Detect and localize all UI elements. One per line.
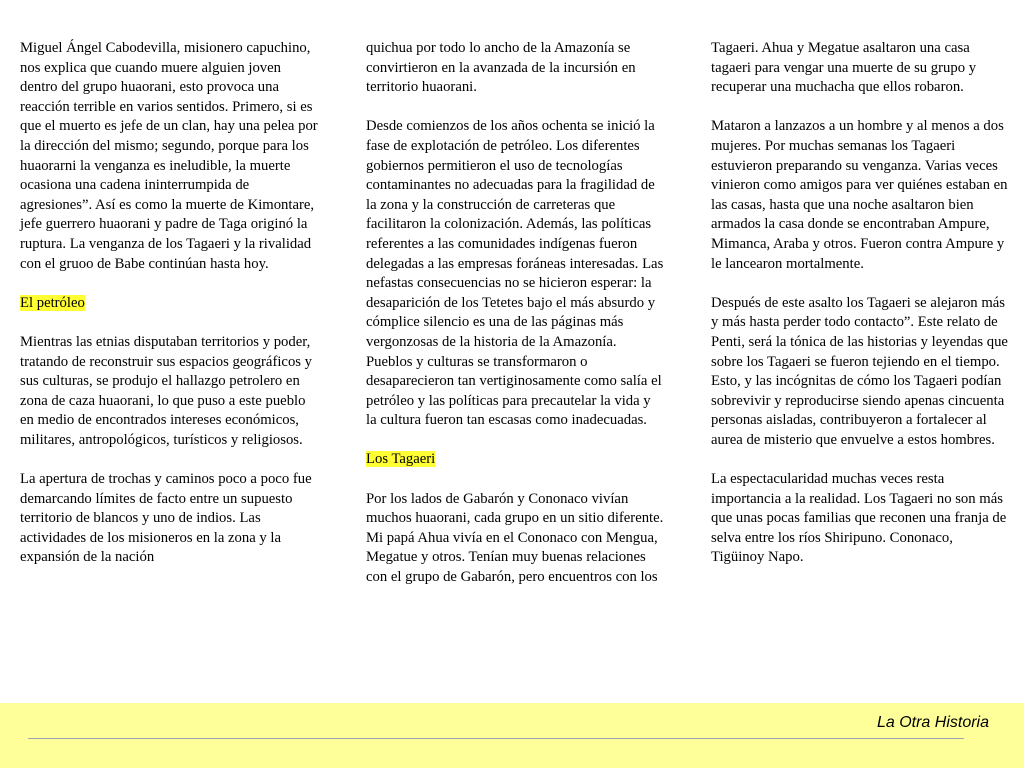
paragraph: Mataron a lanzazos a un hombre y al menos a dos mujeres. Por muchas semanas los Tagaeri estuvieron preparando su venganza. Varias veces vinieron como amigos para ver quiénes estaban en las casas, hasta que una noche asaltaron bien armados la casa donde se encontraban Ampure, Mimanca, Araba y otros. Fueron contra Ampure y le lancearon mortalmente. [711,118,1008,272]
footer-band [0,703,1024,768]
heading-highlight: El petróleo [20,294,85,311]
heading-highlight: Los Tagaeri [366,451,436,468]
text-column-3 [711,39,1009,568]
section-heading-los-tagaeri [366,450,664,470]
paragraph: Por los lados de Gabarón y Cononaco vivían muchos huaorani, cada grupo en un sitio diferente. Mi papá Ahua vivía en el Cononaco con Mengua, Megatue y otros. Tenían muy buenas relaciones con el grupo de Gabarón, pero encuentros con los [366,490,664,586]
text-column-2 [366,39,664,588]
section-heading-el-petroleo [20,294,318,314]
paragraph: Miguel Ángel Cabodevilla, misionero capuchino, nos explica que cuando muere alguien joven dentro del grupo huaorani, esto provoca una reacción terrible en varios sentidos. Primero, si es que el muerto es jefe de un clan, hay una pelea por la dirección del mismo; segundo, porque para los huaorarni la venganza es ineludible, la muerte ocasiona una cadena ininterrumpida de agresiones”. Así es como la muerte de Kimontare, jefe guerrero huaorani y padre de Taga originó la ruptura. La venganza de los Tagaeri y la rivalidad con el gruoo de Babe continúan hasta hoy. [20,40,318,272]
paragraph: Tagaeri. Ahua y Megatue asaltaron una casa tagaeri para vengar una muerte de su grupo y recuperar una muchacha que ellos robaron. [711,40,977,96]
footer-divider [28,738,964,739]
footer-title: La Otra Historia [876,714,989,731]
text-column-1 [20,39,318,568]
paragraph: Después de este asalto los Tagaeri se alejaron más y más hasta perder todo contacto”. Este relato de Penti, será la tónica de las historias y leyendas que sobre los Tagaeri se fueron tejiendo en el tiempo. Esto, y las incógnitas de cómo los Tagaeri podían sobrevivir y reproducirse siendo apenas cincuenta personas aisladas, contribuyeron a fortalecer al aurea de misterio que envuelve a estos hombres. [711,294,1008,448]
paragraph: Mientras las etnias disputaban territorios y poder, tratando de reconstruir sus espacios geográficos y sus culturas, se produjo el hallazgo petrolero en zona de caza huaorani, lo que puso a este pueblo en medio de encontrados intereses económicos, militares, antropológicos, turísticos y religiosos. [20,333,313,448]
paragraph: quichua por todo lo ancho de la Amazonía se convirtieron en la avanzada de la incursión en territorio huaorani. [366,40,636,96]
paragraph: La apertura de trochas y caminos poco a poco fue demarcando límites de facto entre un supuesto territorio de blancos y uno de indios. Las actividades de los misioneros en la zona y la expansión de la nación [20,471,312,566]
paragraph: Desde comienzos de los años ochenta se inició la fase de explotación de petróleo. Los diferentes gobiernos permitieron el uso de tecnologías contaminantes no adecuadas para la fragilidad de la zona y la construcción de carreteras que facilitaron la colonización. Además, las políticas referentes a las comunidades indígenas fueron delegadas a las empresas foráneas interesadas. Las nefastas consecuencias no se hicieron esperar: la desaparición de los Tetetes bajo el más absurdo y cómplice silencio es una de las páginas más vergonzosas de la historia de la Amazonía. Pueblos y culturas se transformaron o desaparecieron tan vertiginosamente como salía el petróleo y las políticas para precautelar la vida y la cultura fueron tan escasas como inadecuadas. [366,118,664,429]
paragraph: La espectacularidad muchas veces resta importancia a la realidad. Los Tagaeri no son más que unas pocas familias que reconen una franja de selva entre los ríos Shiripuno. Cononaco, Tigüinoy Napo. [711,471,1007,566]
